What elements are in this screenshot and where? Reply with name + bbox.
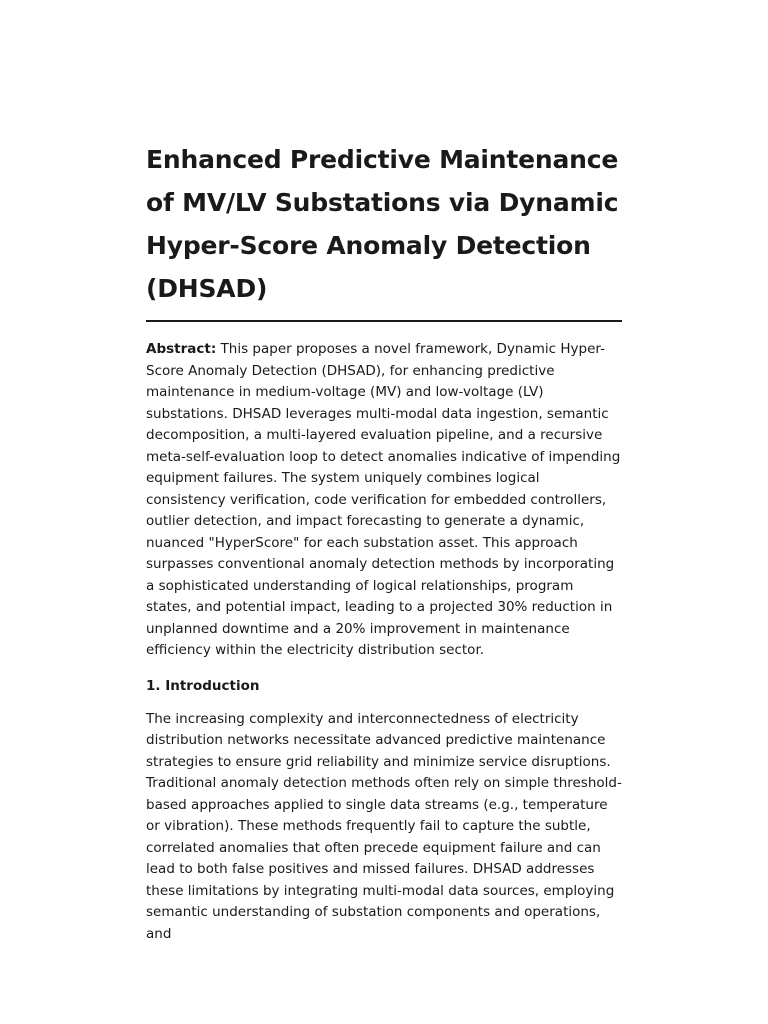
introduction-paragraph: The increasing complexity and interconnectedness of electricity distribution networks necessitate advanced predictive maintenance strategies to ensure grid reliability and minimize service disruptions. Traditional anomaly detection methods often rely on simple threshold-based approaches applied to single data streams (e.g., temperature or vibration). These methods frequently fail to capture the subtle, correlated anomalies that often precede equipment failure and can lead to both false positives and missed failures. DHSAD addresses these limitations by integrating multi-modal data sources, employing semantic understanding of substation components and operations, and [146, 710, 622, 942]
title-divider [146, 320, 622, 322]
paper-title: Enhanced Predictive Maintenance of MV/LV Substations via Dynamic Hyper-Score Anomaly Detection (DHSAD) [146, 145, 619, 303]
abstract-label: Abstract: [146, 341, 217, 357]
abstract-text: This paper proposes a novel framework, Dynamic Hyper-Score Anomaly Detection (DHSAD), for enhancing predictive maintenance in medium-voltage (MV) and low-voltage (LV) substations. DHSAD leverages multi-modal data ingestion, semantic decomposition, a multi-layered evaluation pipeline, and a recursive meta-self-evaluation loop to detect anomalies indicative of impending equipment failures. The system uniquely combines logical consistency verification, code verification for embedded controllers, outlier detection, and impact forecasting to generate a dynamic, nuanced "HyperScore" for each substation asset. This approach surpasses conventional anomaly detection methods by incorporating a sophisticated understanding of logical relationships, program states, and potential impact, leading to a projected 30% reduction in unplanned downtime and a 20% improvement in maintenance efficiency within the electricity distribution sector. [146, 341, 621, 658]
paper-page [146, 138, 622, 945]
section-heading-introduction: 1. Introduction [146, 677, 260, 694]
abstract-paragraph [146, 339, 622, 662]
